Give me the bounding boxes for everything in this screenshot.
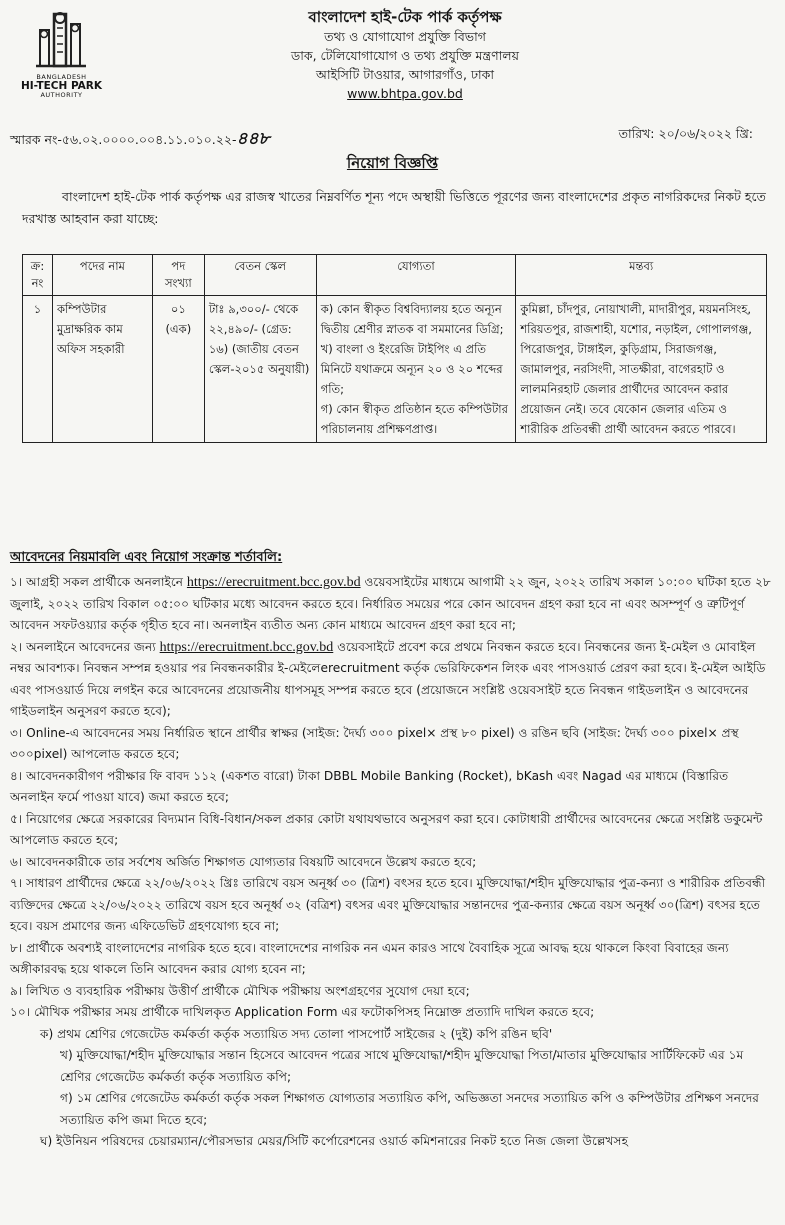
erecruitment-link[interactable]: https://erecruitment.bcc.gov.bd	[159, 639, 334, 655]
memo-prefix: স্মারক নং-৫৬.০২.০০০০.০০৪.১১.০১০.২২-	[10, 132, 237, 147]
condition-5: ৫। নিয়োগের ক্ষেত্রে সরকারের বিদ্যমান বিধি-বিধান/সকল প্রকার কোটা যথাযথভাবে অনুসরণ করা হবে। কোটাধারী প্রার্থীদের আবেদনের ক্ষেত্রে সংশ্লিষ্ট ডকুমেন্ট আপলোড করতে হবে;	[10, 811, 763, 847]
cell-qualification	[316, 296, 516, 443]
condition-4: ৪। আবেদনকারীগণ পরীক্ষার ফি বাবদ ১১২ (একশত বারো) টাকা DBBL Mobile Banking (Rocket), bKash এবং Nagad এর মাধ্যমে (বিস্তারিত অনলাইন ফর্মে পাওয়া যাবে) জমা করতে হবে;	[10, 768, 729, 804]
logo-line-3: AUTHORITY	[40, 90, 83, 99]
col-scale: বেতন স্কেল	[204, 255, 316, 296]
condition-6: ৬। আবেদনকারীকে তার সর্বশেষ অর্জিত শিক্ষাগত যোগ্যতার বিষয়টি আবেদনে উল্লেখ করতে হবে;	[10, 854, 477, 869]
org-name: বাংলাদেশ হাই-টেক পার্ক কর্তৃপক্ষ	[308, 8, 502, 26]
conditions-list	[10, 572, 775, 1153]
condition-7: ৭। সাধারণ প্রার্থীদের ক্ষেত্রে ২২/০৬/২০২২ খ্রিঃ তারিখে বয়স অনূর্ধ্ব ৩০ (ত্রিশ) বৎসর হতে হবে। মুক্তিযোদ্ধা/শহীদ মুক্তিযোদ্ধার পুত্র-কন্যা ও শারীরিক প্রতিবন্ধী ব্যক্তিদের ক্ষেত্রে ২২/০৬/২০২২ তারিখে বয়স হবে অনূর্ধ্ব ৩২ (বত্রিশ) বৎসর এবং মুক্তিযোদ্ধার সন্তানদের পুত্র-কন্যার ক্ষেত্রে বয়স অনূর্ধ্ব ৩০(ত্রিশ) বৎসর হতে হবে। বয়স প্রমাণের জন্য এফিডেভিট গ্রহণযোগ্য হবে না;	[10, 876, 766, 933]
qualification-c: গ) কোন স্বীকৃত প্রতিষ্ঠান হতে কম্পিউটার পরিচালনায় প্রশিক্ষণপ্রাপ্ত।	[320, 402, 508, 436]
condition-8: ৮। প্রার্থীকে অবশ্যই বাংলাদেশের নাগরিক হতে হবে। বাংলাদেশের নাগরিক নন এমন কারও সাথে বৈবাহিক সূত্রে আবদ্ধ হয়ে থাকলে কিংবা বিবাহের জন্য অঙ্গীকারবদ্ধ হয়ে থাকলে তিনি আবেদন করার যোগ্য হবেন না;	[10, 940, 729, 976]
ministry-name: ডাক, টেলিযোগাযোগ ও তথ্য প্রযুক্তি মন্ত্রণালয়	[291, 48, 519, 63]
vacancy-table	[22, 254, 767, 443]
notice-title: নিয়োগ বিজ্ঞপ্তি	[346, 154, 439, 172]
logo-line-2: HI-TECH PARK	[20, 79, 103, 92]
condition-2: ২। অনলাইনে আবেদনের জন্য https://erecruitment.bcc.gov.bd ওয়েবসাইটে প্রবেশ করে প্রথমে নিবন্ধন করতে হবে। নিবন্ধনের জন্য ই-মেইল ও মোবাইল নম্বর আবশ্যক। নিবন্ধন সম্পন্ন হওয়ার পর নিবন্ধনকারীর ই-মেইলেerecruitment কর্তৃক ভেরিফিকেশন লিংক এবং পাসওয়ার্ড প্রেরণ করা হবে। ই-মেইল আইডি এবং পাসওয়ার্ড দিয়ে লগইন করে আবেদনের প্রয়োজনীয় ধাপসমূহ সম্পন্ন করতে হবে (প্রয়োজনে সংশ্লিষ্ট ওয়েবসাইট হতে নিবন্ধন গাইডলাইন ও আবেদনের গাইডলাইন অনুসরণ করতে হবে);	[10, 639, 766, 718]
intro-paragraph: বাংলাদেশ হাই-টেক পার্ক কর্তৃপক্ষ এর রাজস্ব খাতের নিম্নবর্ণিত শূন্য পদে অস্থায়ী ভিত্তিতে পূরণের জন্য বাংলাদেশের প্রকৃত নাগরিকদের নিকট হতে দরখাস্ত আহবান করা যাচ্ছে:	[22, 189, 766, 226]
bhtpa-logo	[14, 8, 109, 110]
cell-post: কম্পিউটার মুদ্রাক্ষরিক কাম অফিস সহকারী	[52, 296, 152, 443]
conditions-heading: আবেদনের নিয়মাবলি এবং নিয়োগ সংক্রান্ত শর্তাবলি:	[10, 550, 283, 565]
condition-1: ১। আগ্রহী সকল প্রার্থীকে অনলাইনে https://erecruitment.bcc.gov.bd ওয়েবসাইটের মাধ্যমে আগামী ২২ জুন, ২০২২ তারিখ সকাল ১০:০০ ঘটিকা হতে ২৮ জুলাই, ২০২২ তারিখ বিকাল ০৫:০০ ঘটিকার মধ্যে আবেদন করতে হবে। নির্ধারিত সময়ের পরে কোন আবেদন গ্রহণ করা হবে না এবং অসম্পূর্ণ ও ত্রুটিপূর্ণ আবেদন সফটওয়্যার কর্তৃক গৃহীত হবে না। অনলাইন ব্যতীত অন্য কোন মাধ্যমে আবেদন গ্রহণ করা হবে না;	[10, 575, 771, 632]
logo-line-1: BANGLADESH	[36, 73, 87, 81]
qualification-a: ক) কোন স্বীকৃত বিশ্ববিদ্যালয় হতে অন্যূন দ্বিতীয় শ্রেণীর স্নাতক বা সমমানের ডিগ্রি;	[320, 302, 504, 336]
letterhead	[210, 8, 600, 103]
table-header-row	[23, 255, 767, 296]
division-name: তথ্য ও যোগাযোগ প্রযুক্তি বিভাগ	[324, 29, 486, 44]
cell-count: ০১ (এক)	[152, 296, 204, 443]
memo-handwritten-number: ৪৪৮	[236, 129, 270, 149]
condition-10-c: গ) ১ম শ্রেণির গেজেটেড কর্মকর্তা কর্তৃক সকল শিক্ষাগত যোগ্যতার সত্যায়িত কপি, অভিজ্ঞতা সনদের সত্যায়িত কপি ও কম্পিউটার প্রশিক্ষণ সনদের সত্যায়িত কপি জমা দিতে হবে;	[60, 1091, 759, 1127]
notice-date: তারিখ: ২০/০৬/২০২২ খ্রি:	[618, 126, 753, 141]
condition-10-d: ঘ) ইউনিয়ন পরিষদের চেয়ারম্যান/পৌরসভার মেয়র/সিটি কর্পোরেশনের ওয়ার্ড কমিশনারের নিকট হতে নিজ জেলা উল্লেখসহ	[40, 1134, 628, 1148]
memo-number	[10, 126, 270, 154]
condition-10-b: খ) মুক্তিযোদ্ধা/শহীদ মুক্তিযোদ্ধার সন্তান হিসেবে আবেদন পত্রের সাথে মুক্তিযোদ্ধা/শহীদ মুক্তিযোদ্ধা পিতা/মাতার মুক্তিযোদ্ধার সার্টিফিকেট এর ১ম শ্রেণির গেজেটেড কর্মকর্তা কর্তৃক সত্যায়িত কপি;	[60, 1048, 744, 1084]
col-remarks: মন্তব্য	[516, 255, 767, 296]
cell-serial: ১	[23, 296, 53, 443]
office-address: আইসিটি টাওয়ার, আগারগাঁও, ঢাকা	[315, 67, 495, 82]
condition-9: ৯। লিখিত ও ব্যবহারিক পরীক্ষায় উত্তীর্ণ প্রার্থীকে মৌখিক পরীক্ষায় অংশগ্রহণের সুযোগ দেয়া হবে;	[10, 983, 470, 998]
col-post: পদের নাম	[52, 255, 152, 296]
erecruitment-link[interactable]: https://erecruitment.bcc.gov.bd	[186, 575, 361, 590]
qualification-b: খ) বাংলা ও ইংরেজি টাইপিং এ প্রতি মিনিটে যথাক্রমে অন্যূন ২০ ও ২০ শব্দের গতি;	[320, 342, 503, 396]
col-serial: ক্র: নং	[23, 255, 53, 296]
website-link[interactable]: www.bhtpa.gov.bd	[347, 86, 463, 101]
cell-remarks: কুমিল্লা, চাঁদপুর, নোয়াখালী, মাদারীপুর, ময়মনসিংহ, শরিয়তপুর, রাজশাহী, যশোর, নড়াইল, গোপালগঞ্জ, পিরোজপুর, টাঙ্গাইল, কুড়িগ্রাম, সিরাজগঞ্জ, জামালপুর, নরসিংদী, সাতক্ষীরা, বাগেরহাট ও লালমনিরহাট জেলার প্রার্থীদের আবেদন করার প্রয়োজন নেই। তবে যেকোন জেলার এতিম ও শারীরিক প্রতিবন্ধী প্রার্থী আবেদন করতে পারবে।	[516, 296, 767, 443]
condition-10: ১০। মৌখিক পরীক্ষার সময় প্রার্থীকে দাখিলকৃত Application Form এর ফটোকপিসহ নিম্নোক্ত প্রত্যাদি দাখিল করতে হবে;	[10, 1005, 595, 1019]
col-qualification: যোগ্যতা	[316, 255, 516, 296]
condition-3: ৩। Online-এ আবেদনের সময় নির্ধারিত স্থানে প্রার্থীর স্বাক্ষর (সাইজ: দৈর্ঘ্য ৩০০ pixel× প্রস্থ ৮০ pixel) ও রঙিন ছবি (সাইজ: দৈর্ঘ্য ৩০০ pixel× প্রস্থ ৩০০pixel) আপলোড করতে হবে;	[10, 725, 739, 761]
condition-10-a: ক) প্রথম শ্রেণির গেজেটেড কর্মকর্তা কর্তৃক সত্যায়িত সদ্য তোলা পাসপোর্ট সাইজের ২ (দুই) কপি রঙিন ছবি'	[40, 1026, 553, 1041]
cell-scale: টাঃ ৯,৩০০/- থেকে ২২,৪৯০/- (গ্রেড: ১৬) (জাতীয় বেতন স্কেল-২০১৫ অনুযায়ী)	[204, 296, 316, 443]
col-count: পদ সংখ্যা	[152, 255, 204, 296]
hitech-tower-icon	[34, 8, 89, 72]
table-row	[23, 296, 767, 443]
